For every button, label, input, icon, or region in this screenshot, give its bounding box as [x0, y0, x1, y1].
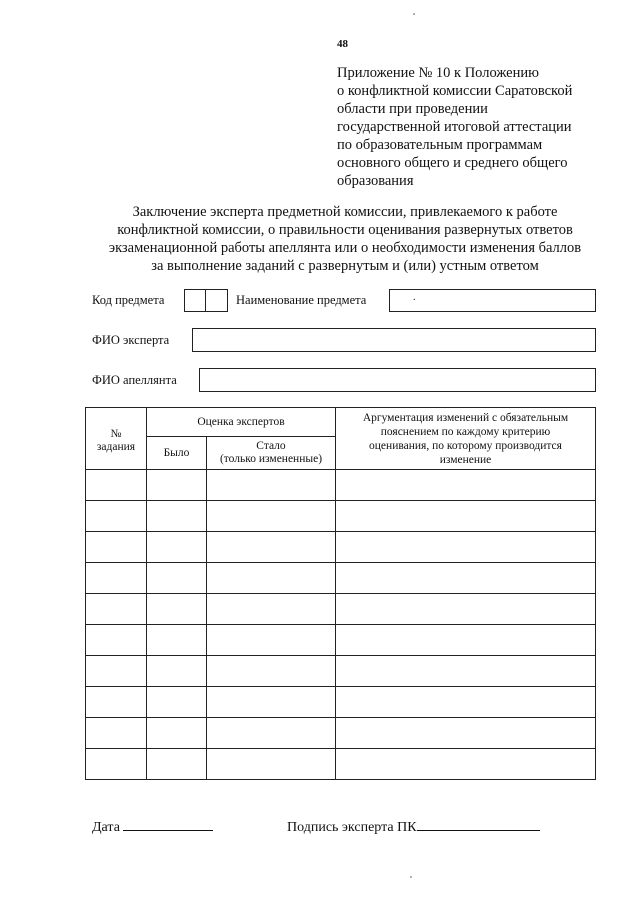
expert-name-field[interactable] — [192, 328, 596, 352]
argument-header — [336, 408, 596, 470]
became-score-cell[interactable] — [207, 687, 336, 718]
task-number-cell[interactable] — [86, 594, 147, 625]
appendix-line: образования — [337, 173, 414, 189]
appendix-line: по образовательным программам — [337, 137, 543, 153]
subject-name-field[interactable] — [389, 289, 596, 312]
expert-name-label: ФИО эксперта — [92, 333, 170, 347]
task-number-header-line: задания — [96, 440, 136, 453]
became-score-cell[interactable] — [207, 656, 336, 687]
table-body — [86, 470, 596, 780]
argument-cell[interactable] — [336, 687, 596, 718]
table-row — [86, 470, 596, 501]
was-score-cell[interactable] — [147, 532, 207, 563]
signature-line[interactable] — [417, 816, 540, 831]
task-number-header-line: № — [110, 427, 122, 440]
table-row — [86, 563, 596, 594]
table-row — [86, 656, 596, 687]
argument-cell[interactable] — [336, 749, 596, 780]
was-score-cell[interactable] — [147, 594, 207, 625]
task-number-cell[interactable] — [86, 470, 147, 501]
was-score-cell[interactable] — [147, 656, 207, 687]
appendix-line: о конфликтной комиссии Саратовской — [337, 83, 573, 99]
was-score-header: Было — [147, 437, 207, 470]
was-score-cell[interactable] — [147, 501, 207, 532]
became-score-cell[interactable] — [207, 501, 336, 532]
was-score-cell[interactable] — [147, 687, 207, 718]
argument-header-line: оценивания, по которому производится — [369, 439, 562, 452]
table-row — [86, 687, 596, 718]
scan-speck — [413, 13, 415, 15]
subject-name-value: . — [413, 292, 416, 303]
became-score-cell[interactable] — [207, 594, 336, 625]
expert-score-header: Оценка экспертов — [147, 408, 336, 437]
argument-cell[interactable] — [336, 563, 596, 594]
became-header-line: (только измененные) — [219, 453, 323, 465]
scan-speck — [410, 876, 412, 878]
argument-cell[interactable] — [336, 718, 596, 749]
appendix-line: основного общего и среднего общего — [337, 155, 568, 171]
task-number-cell[interactable] — [86, 656, 147, 687]
appellant-name-label: ФИО апеллянта — [92, 373, 177, 387]
document-title — [60, 203, 630, 275]
was-score-cell[interactable] — [147, 563, 207, 594]
became-score-cell[interactable] — [207, 749, 336, 780]
task-number-cell[interactable] — [86, 687, 147, 718]
subject-code-cell-2[interactable] — [205, 289, 228, 312]
argument-cell[interactable] — [336, 656, 596, 687]
was-score-cell[interactable] — [147, 625, 207, 656]
argument-header-line: пояснением по каждому критерию — [380, 425, 551, 438]
title-line: за выполнение заданий с развернутым и (или) устным ответом — [151, 258, 539, 274]
became-score-cell[interactable] — [207, 470, 336, 501]
task-number-cell[interactable] — [86, 532, 147, 563]
table-row — [86, 532, 596, 563]
signature-field — [287, 816, 540, 836]
became-header-line: Стало — [256, 440, 286, 452]
signature-label: Подпись эксперта ПК — [287, 820, 417, 835]
task-number-cell[interactable] — [86, 625, 147, 656]
was-score-cell[interactable] — [147, 470, 207, 501]
task-number-cell[interactable] — [86, 501, 147, 532]
became-score-header — [207, 437, 336, 470]
argument-header-line: изменение — [439, 453, 492, 466]
scores-table — [85, 407, 596, 780]
date-line[interactable] — [123, 816, 213, 831]
became-score-cell[interactable] — [207, 718, 336, 749]
title-line: Заключение эксперта предметной комиссии, привлекаемого к работе — [132, 204, 558, 220]
appendix-line: Приложение № 10 к Положению — [337, 65, 539, 81]
subject-name-label: Наименование предмета — [236, 293, 367, 307]
argument-cell[interactable] — [336, 501, 596, 532]
title-line: экзаменационной работы апеллянта или о необходимости изменения баллов — [108, 240, 582, 256]
subject-code-label: Код предмета — [92, 293, 165, 307]
table-header-row — [86, 408, 596, 437]
argument-header-line: Аргументация изменений с обязательным — [362, 411, 569, 424]
became-score-cell[interactable] — [207, 563, 336, 594]
table-row — [86, 501, 596, 532]
argument-cell[interactable] — [336, 625, 596, 656]
table-row — [86, 594, 596, 625]
page-number: 48 — [337, 38, 348, 50]
table-row — [86, 749, 596, 780]
appendix-note — [337, 64, 607, 190]
date-label: Дата — [92, 820, 120, 835]
title-line: конфликтной комиссии, о правильности оценивания развернутых ответов — [117, 222, 573, 238]
task-number-cell[interactable] — [86, 718, 147, 749]
date-field — [92, 816, 213, 836]
appendix-line: области при проведении — [337, 101, 488, 117]
argument-cell[interactable] — [336, 470, 596, 501]
task-number-cell[interactable] — [86, 749, 147, 780]
argument-cell[interactable] — [336, 532, 596, 563]
task-number-header — [86, 408, 147, 470]
table-row — [86, 718, 596, 749]
table-row — [86, 625, 596, 656]
became-score-cell[interactable] — [207, 625, 336, 656]
argument-cell[interactable] — [336, 594, 596, 625]
was-score-cell[interactable] — [147, 749, 207, 780]
was-score-cell[interactable] — [147, 718, 207, 749]
became-score-cell[interactable] — [207, 532, 336, 563]
task-number-cell[interactable] — [86, 563, 147, 594]
appellant-name-field[interactable] — [199, 368, 596, 392]
subject-code-cell-1[interactable] — [184, 289, 207, 312]
appendix-line: государственной итоговой аттестации — [337, 119, 572, 135]
